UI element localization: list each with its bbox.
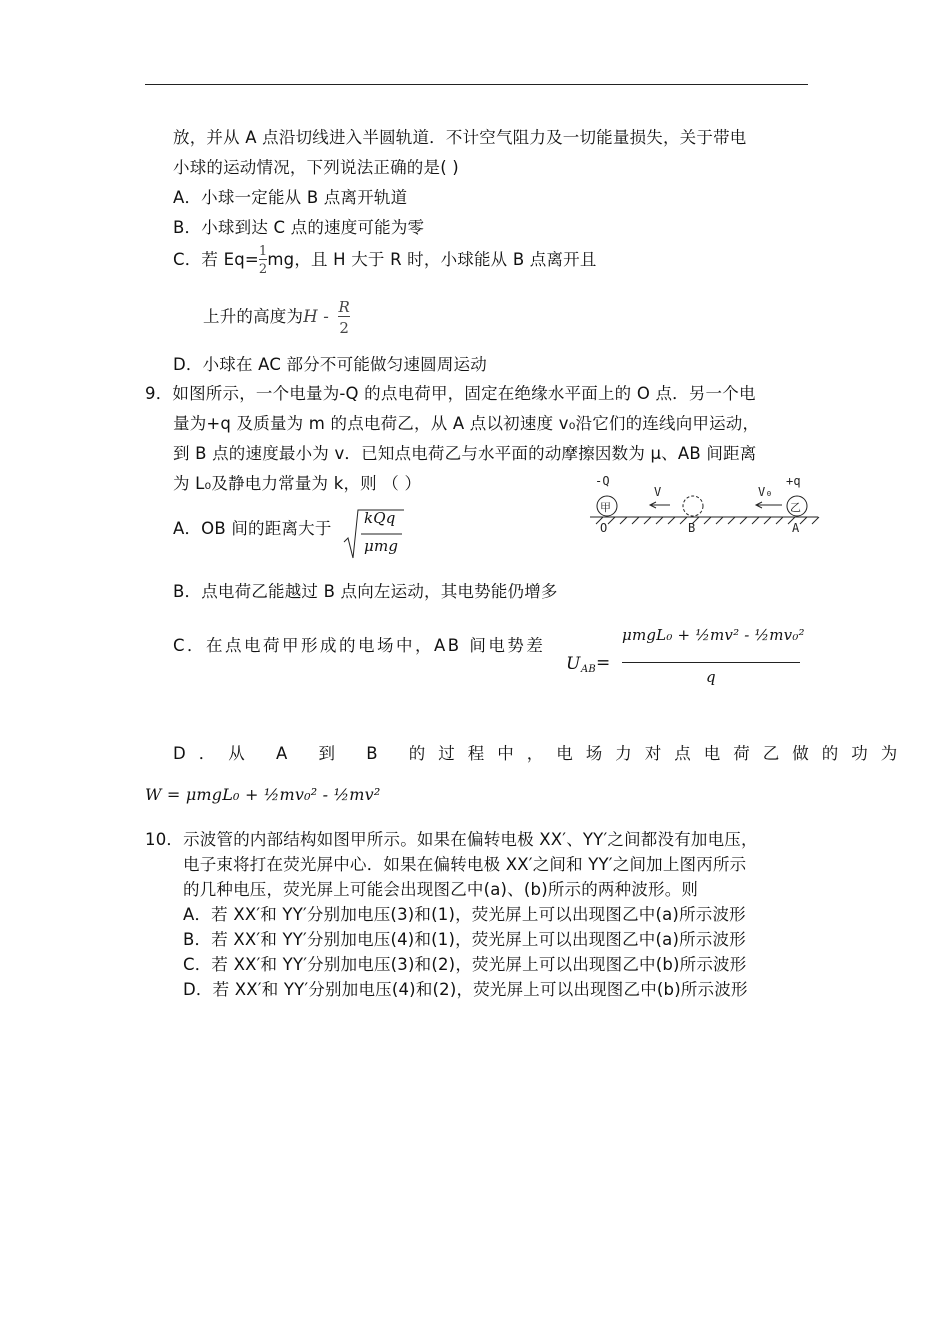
q9-line4: 为 L₀及静电力常量为 k，则 （ ） [173, 474, 422, 493]
q10-line2: 电子束将打在荧光屏中心．如果在偏转电极 XX′之间和 YY′之间加上图丙所示 [183, 855, 747, 874]
label-a: A [792, 521, 800, 535]
q10-option-a: A．若 XX′和 YY′分别加电压(3)和(1)，荧光屏上可以出现图乙中(a)所示波形 [183, 905, 746, 924]
q10-option-d: D．若 XX′和 YY′分别加电压(4)和(2)，荧光屏上可以出现图乙中(b)所示波形 [183, 980, 748, 999]
q8-option-c-post: mg，且 H 大于 R 时，小球能从 B 点离开且 [267, 250, 597, 269]
fraction-r-over-2 [338, 298, 350, 337]
charge-diagram [586, 470, 822, 540]
q10-line1: 10．示波管的内部结构如图甲所示。如果在偏转电极 XX′、YY′之间都没有加电压， [145, 830, 758, 849]
q8-option-b: B．小球到达 C 点的速度可能为零 [173, 218, 425, 237]
charge-b-dashed-circle [683, 496, 703, 516]
q8-option-c [173, 244, 597, 277]
label-neg-q: -Q [595, 474, 610, 488]
sqrt-numerator: kQq [364, 509, 396, 527]
label-v: V [654, 485, 662, 499]
uab-eq: = [596, 653, 611, 673]
formula-w: W = μmgL₀ + ½mv₀² - ½mv² [145, 785, 381, 804]
ground-hatch [596, 517, 819, 524]
q8-option-c-pre: C．若 Eq= [173, 250, 259, 269]
frac-den: 2 [259, 259, 267, 277]
q9-option-a: A．OB 间的距离大于 [173, 519, 332, 538]
frac-num: 1 [258, 244, 268, 259]
q8-option-c-line2 [203, 298, 350, 337]
label-yi: 乙 [790, 501, 802, 514]
label-o: O [600, 521, 608, 535]
label-b: B [688, 521, 696, 535]
uab-numerator: μmgL₀ + ½mv² - ½mv₀² [622, 626, 805, 644]
expr-h: H - [303, 307, 335, 326]
q9-line2: 量为+q 及质量为 m 的点电荷乙，从 A 点以初速度 v₀沿它们的连线向甲运动， [173, 414, 760, 433]
header-rule [145, 84, 808, 85]
sqrt-denominator: μmg [364, 537, 399, 555]
q10-option-b: B．若 XX′和 YY′分别加电压(4)和(1)，荧光屏上可以出现图乙中(a)所示波形 [183, 930, 746, 949]
q9-line1: 9．如图所示，一个电量为-Q 的点电荷甲，固定在绝缘水平面上的 O 点．另一个电 [145, 384, 756, 403]
q8-option-a: A．小球一定能从 B 点离开轨道 [173, 188, 408, 207]
q10-line3: 的几种电压，荧光屏上可能会出现图乙中(a)、(b)所示的两种波形。则 [183, 880, 699, 899]
q9-option-b: B．点电荷乙能越过 B 点向左运动，其电势能仍增多 [173, 582, 558, 601]
q8-option-c-line2-text: 上升的高度为 [203, 307, 304, 326]
uab-denominator: q [706, 668, 716, 686]
q8-line1: 放，并从 A 点沿切线进入半圆轨道．不计空气阻力及一切能量损失，关于带电 [173, 128, 747, 147]
q8-option-d: D．小球在 AC 部分不可能做匀速圆周运动 [173, 355, 487, 374]
label-v0: V₀ [758, 485, 773, 499]
formula-uab [566, 618, 806, 690]
frac-num: R [338, 298, 350, 316]
fraction-bar [622, 662, 800, 663]
q9-option-c: C．在点电荷甲形成的电场中，AB 间电势差 [173, 636, 546, 655]
q10-option-c: C．若 XX′和 YY′分别加电压(3)和(2)，荧光屏上可以出现图乙中(b)所示波形 [183, 955, 747, 974]
q9-line3: 到 B 点的速度最小为 v．已知点电荷乙与水平面的动摩擦因数为 μ、AB 间距离 [173, 444, 757, 463]
q8-line2: 小球的运动情况，下列说法正确的是( ) [173, 158, 459, 177]
label-jia: 甲 [600, 501, 612, 514]
frac-den: 2 [338, 316, 350, 337]
label-pos-q: +q [786, 474, 801, 488]
uab-sub: AB [581, 664, 596, 675]
uab-u: U [566, 654, 581, 674]
q9-option-d: D．从 A 到 B 的过程中，电场力对点电荷乙做的功为 [173, 744, 911, 763]
